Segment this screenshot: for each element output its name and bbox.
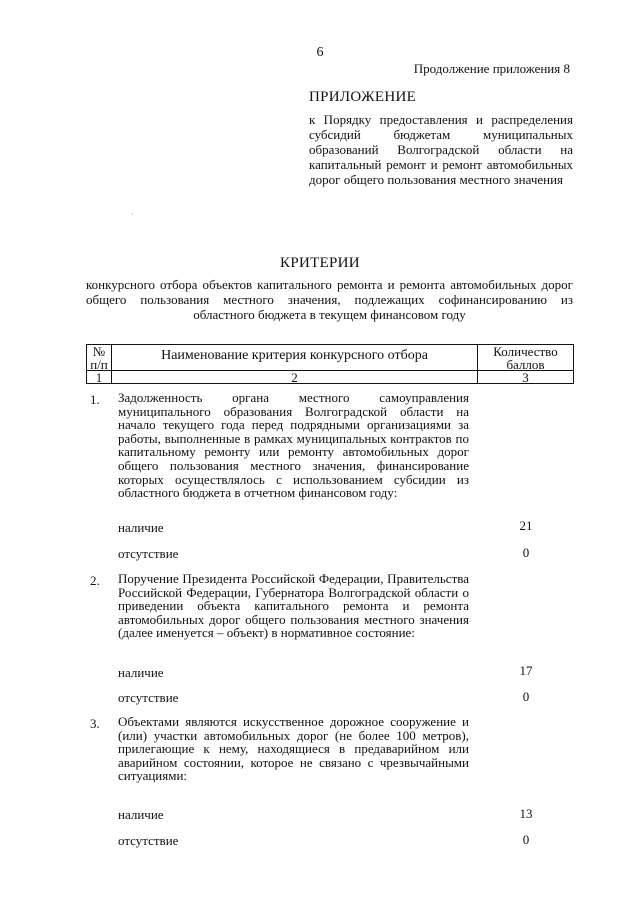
row-1-number: 1. (90, 392, 100, 407)
col-number-2: 2 (291, 370, 298, 385)
row-3-text: Объектами являются искусственное дорожное сооружение и (или) участки автомобильных дорог (не более 100 метров), прилегающие к нему, находящиеся в предаварийном или аварийном состоянии, которое не связано с чрезвычайными ситуациями: (118, 714, 469, 784)
row-2-option-no: отсутствие (118, 690, 179, 705)
header-criterion: Наименование критерия конкурсного отбора (161, 348, 428, 363)
row-3-score-no: 0 (522, 832, 530, 847)
criteria-subtitle: конкурсного отбора объектов капитального ремонта и ремонта автомобильных дорог общего пользования местного значения, подлежащих софинансированию из областного бюджета в текущем финансовом году (86, 277, 573, 322)
criteria-title: КРИТЕРИИ (280, 255, 360, 271)
scan-speck: · (131, 210, 134, 219)
row-1-score-no: 0 (522, 545, 530, 560)
row-2-option-yes: наличие (118, 665, 164, 680)
header-score: Количество баллов (493, 344, 558, 372)
row-2-score-yes: 17 (519, 663, 533, 678)
row-2-score-no: 0 (522, 689, 530, 704)
row-3-score-yes: 13 (519, 806, 533, 821)
row-3-option-no: отсутствие (118, 833, 179, 848)
row-1-option-no: отсутствие (118, 546, 179, 561)
continuation-note: Продолжение приложения 8 (413, 61, 570, 76)
header-number: № п/п (90, 344, 108, 372)
page-number: 6 (316, 45, 324, 60)
appendix-text: к Порядку предоставления и распределения субсидий бюджетам муниципальных образований Волгоградской области на капитальный ремонт и ремонт автомобильных дорог общего пользования местного значения (309, 112, 573, 187)
table-right-border (573, 344, 574, 384)
appendix-title: ПРИЛОЖЕНИЕ (309, 89, 417, 105)
row-2-text: Поручение Президента Российской Федерации, Правительства Российской Федерации, Губернатора Волгоградской области о приведении объекта капитального ремонта и ремонта автомобильных дорог общего пользования местного значения (далее именуется – объект) в нормативное состояние: (118, 571, 469, 641)
col-number-1: 1 (95, 370, 103, 385)
row-1-option-yes: наличие (118, 520, 164, 535)
row-1-text: Задолженность органа местного самоуправления муниципального образования Волгоградской области на начало текущего года перед подрядными организациями за работы, выполненные в рамках муниципальных контрактов по капитальному ремонту или ремонту автомобильных дорог общего пользования местного значения, финансирование которых осуществлялось с использованием субсидии из областного бюджета в отчетном финансовом году: (118, 390, 469, 501)
row-3-option-yes: наличие (118, 807, 164, 822)
row-1-score-yes: 21 (519, 518, 533, 533)
row-2-number: 2. (90, 573, 100, 588)
col-number-3: 3 (522, 370, 529, 385)
row-3-number: 3. (90, 716, 100, 731)
